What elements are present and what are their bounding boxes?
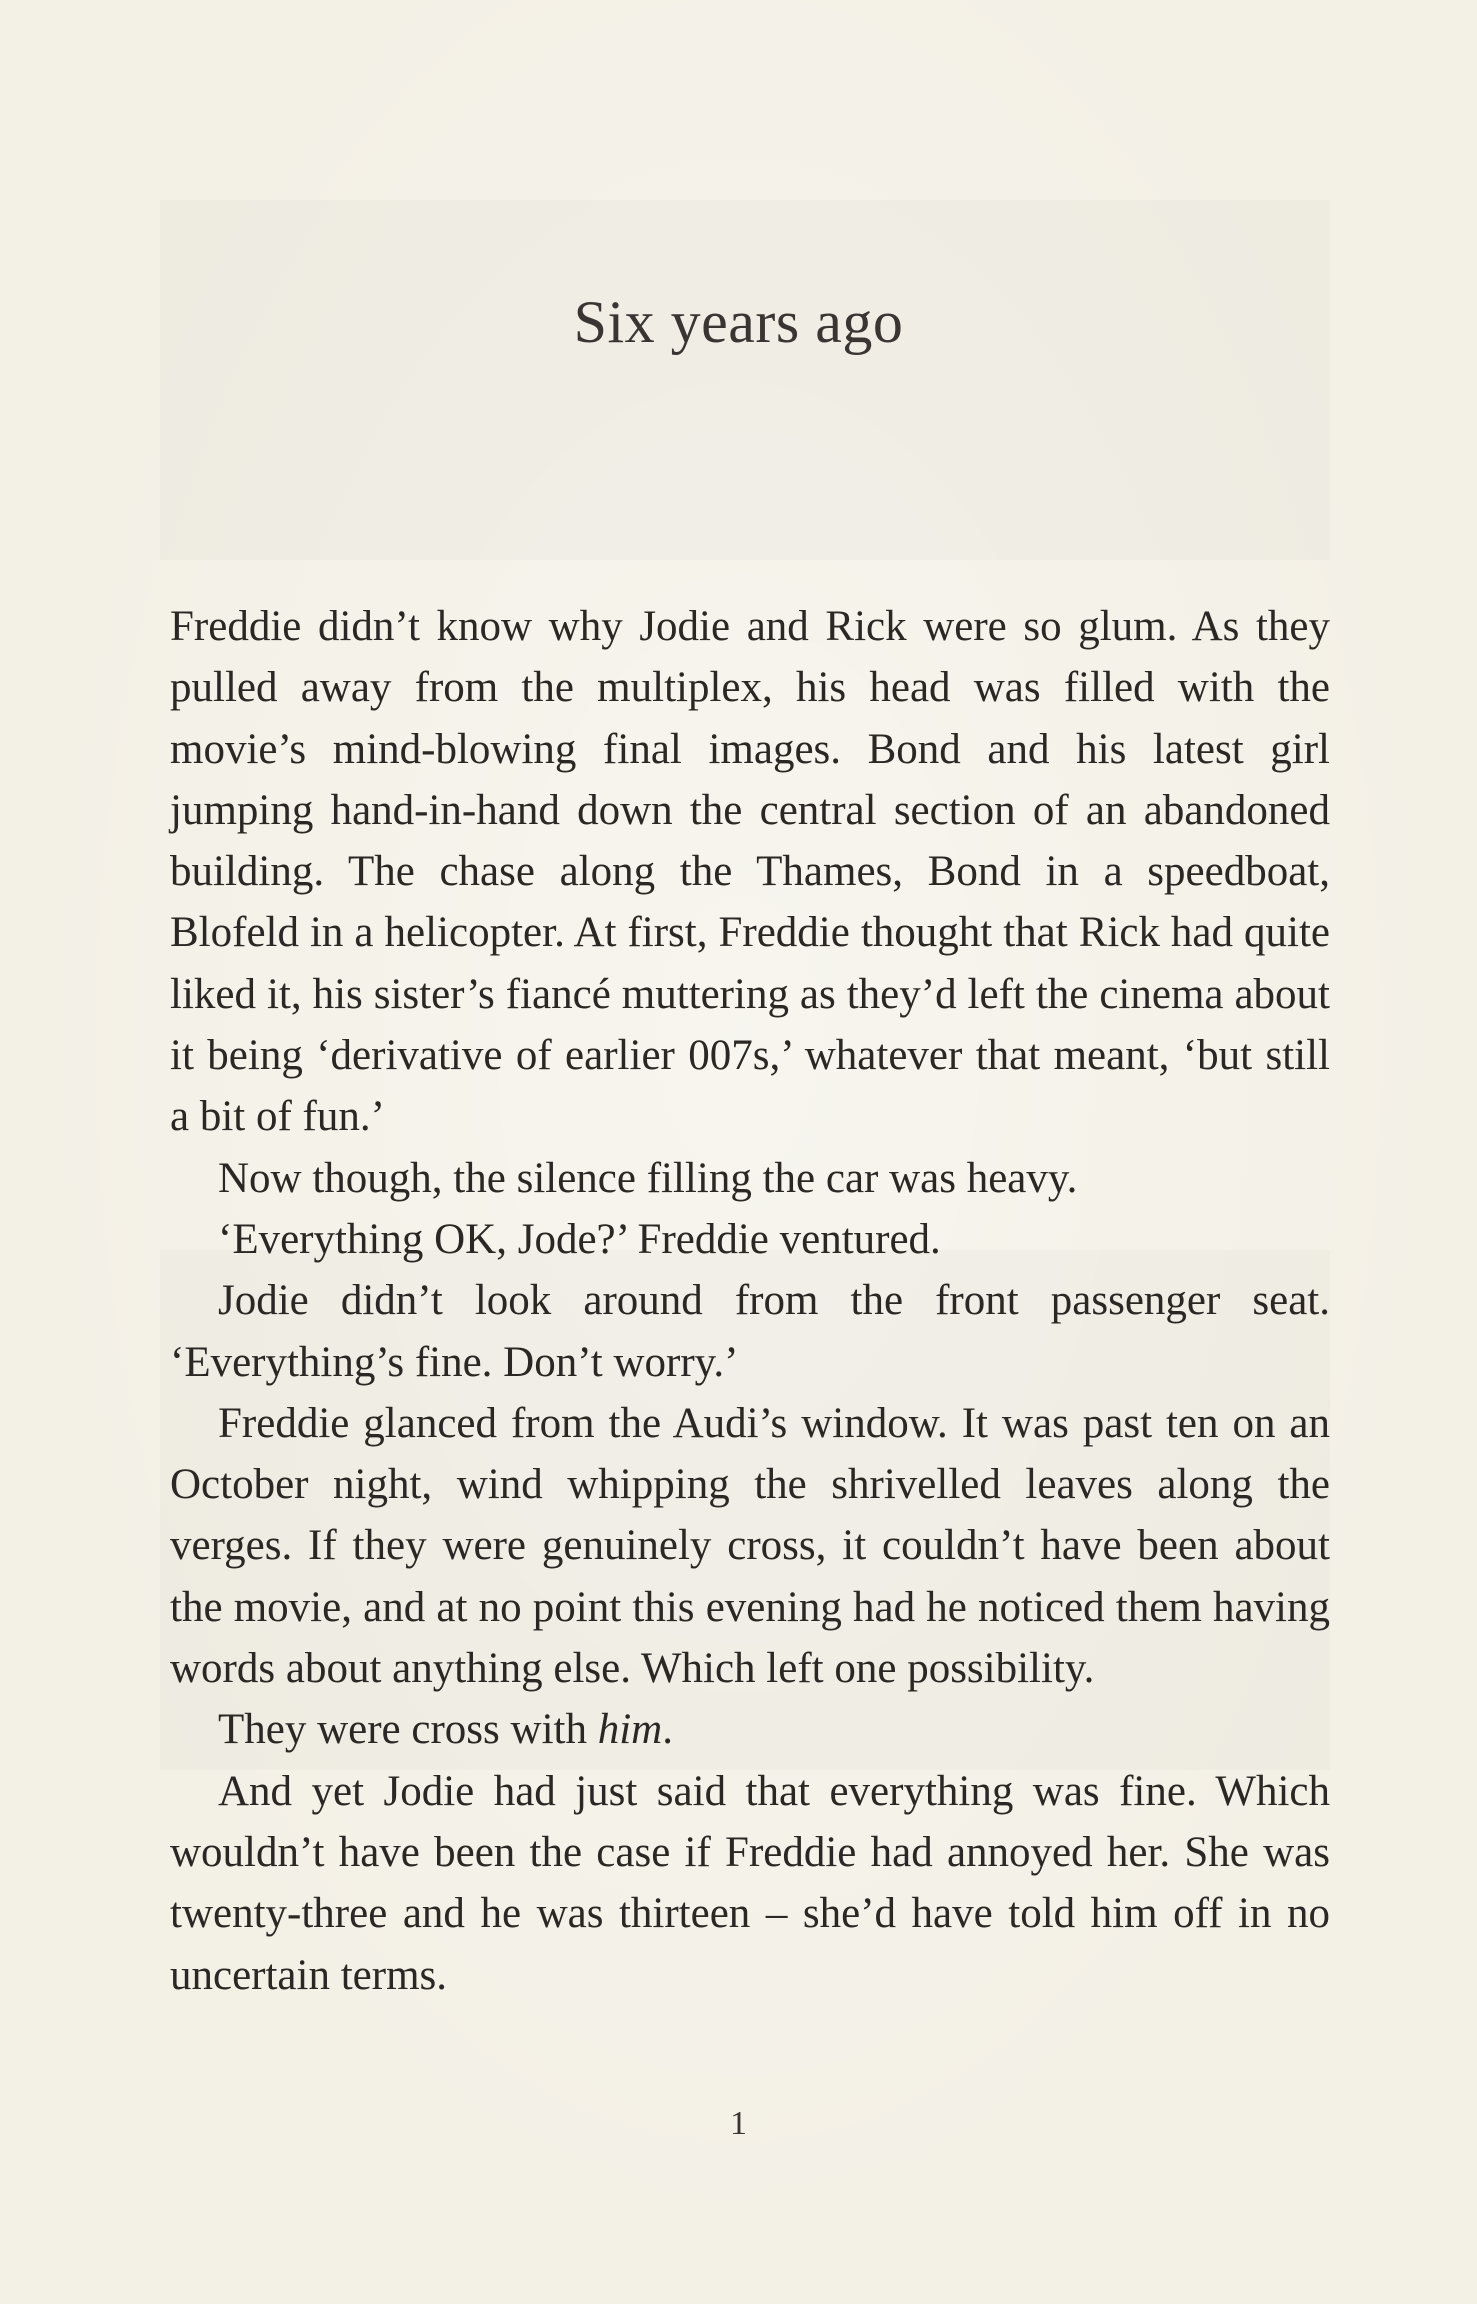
paragraph: Freddie glanced from the Audi’s window. It was past ten on an October night, wind whipping the shrivelled leaves along the verges. If they were genuinely cross, it couldn’t have been about the movie, and at no point this evening had he noticed them having words about anything else. Which left one possibility.: [170, 1399, 1330, 1693]
paragraph-text: .: [662, 1706, 673, 1754]
paragraph: Now though, the silence filling the car was heavy.: [218, 1154, 1078, 1202]
paragraph: ‘Everything OK, Jode?’ Freddie ventured.: [218, 1215, 941, 1263]
page-number: 1: [730, 2105, 747, 2142]
paragraph: And yet Jodie had just said that everything was fine. Which wouldn’t have been the case if Freddie had annoyed her. She was twenty-three and he was thirteen – she’d have told him off in no uncertain terms.: [170, 1767, 1330, 1999]
chapter-title: Six years ago: [573, 289, 904, 355]
paragraph: Freddie didn’t know why Jodie and Rick were so glum. As they pulled away from the multiplex, his head was filled with the movie’s mind-blowing final images. Bond and his latest girl jumping hand-in-hand down the central section of an abandoned building. The chase along the Thames, Bond in a speedboat, Blofeld in a helicopter. At first, Freddie thought that Rick had quite liked it, his sister’s fiancé muttering as they’d left the cinema about it being ‘derivative of earlier 007s,’ whatever that meant, ‘but still a bit of fun.’: [170, 603, 1330, 1141]
body-text: [170, 596, 1330, 2006]
paragraph: [170, 1699, 1330, 1760]
paragraph-text: They were cross with: [218, 1706, 598, 1754]
emphasis-text: him: [597, 1706, 663, 1754]
paragraph: Jodie didn’t look around from the front passenger seat. ‘Everything’s fine. Don’t worry.’: [170, 1277, 1330, 1386]
show-through-shadow: [160, 200, 1330, 560]
